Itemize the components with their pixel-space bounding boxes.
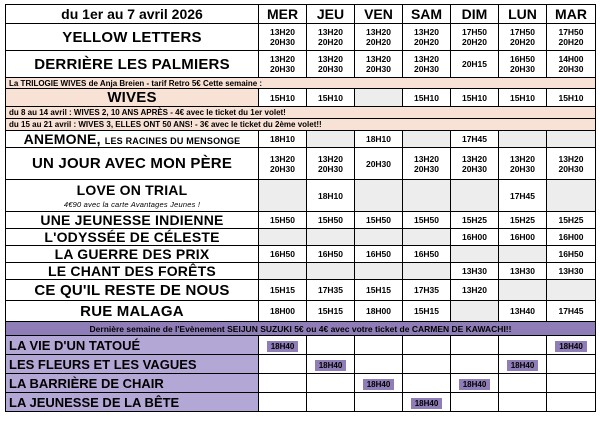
- showtime-cell: [355, 374, 403, 393]
- showtime: 15H25: [509, 215, 536, 225]
- showtime: 13H20: [413, 27, 440, 37]
- film-title-tatoue: LA VIE D'UN TATOUÉ: [6, 336, 259, 355]
- day-header: LUN: [499, 5, 547, 24]
- showtime: 20H30: [365, 64, 392, 74]
- film-title: CE QU'IL RESTE DE NOUS: [34, 281, 230, 299]
- showtime: 20H20: [558, 37, 584, 47]
- showtime-cell: [403, 148, 451, 180]
- showtime-cell: [547, 148, 596, 180]
- showtime-cell: [547, 180, 596, 212]
- showtime-cell: [355, 393, 403, 412]
- showtime-cell: [547, 131, 596, 148]
- film-title-jour: [6, 148, 259, 180]
- showtime: 15H15: [365, 285, 392, 295]
- showtime-cell: [403, 393, 451, 412]
- showtime-cell: [307, 301, 355, 322]
- showtime: 15H10: [509, 92, 536, 103]
- showtime-cell: [403, 355, 451, 374]
- showtime-cell: [307, 131, 355, 148]
- showtime-cell: [355, 51, 403, 78]
- showtime-cell: [547, 263, 596, 280]
- showtime: 15H10: [269, 92, 296, 103]
- showtime-cell: [355, 355, 403, 374]
- film-title-guerre: [6, 246, 259, 263]
- showtime-cell: [451, 212, 499, 229]
- showtime-cell: [547, 229, 596, 246]
- showtime-cell: [307, 263, 355, 280]
- showtime-cell: [259, 301, 307, 322]
- showtime-cell: [499, 263, 547, 280]
- showtime-cell: [259, 336, 307, 355]
- showtime: 16H50: [269, 249, 296, 259]
- film-title-fleurs: LES FLEURS ET LES VAGUES: [6, 355, 259, 374]
- showtime-cell: [259, 180, 307, 212]
- showtime: 15H10: [413, 92, 440, 103]
- showtime: 17H45: [461, 134, 488, 144]
- film-title: LOVE ON TRIAL: [76, 182, 188, 198]
- showtime: 17H50: [509, 27, 536, 37]
- showtime: 16H00: [558, 232, 584, 242]
- showtime-cell: [451, 263, 499, 280]
- showtime-cell: [307, 336, 355, 355]
- showtime: 13H20: [365, 54, 392, 64]
- showtime-cell: [451, 355, 499, 374]
- showtime-cell: [547, 246, 596, 263]
- showtime-cell: [499, 89, 547, 107]
- showtime: 13H20: [413, 54, 440, 64]
- showtime-cell: [499, 246, 547, 263]
- showtime-cell: [259, 148, 307, 180]
- showtime-cell: [499, 24, 547, 51]
- showtime-cell: [355, 301, 403, 322]
- showtime-cell: [355, 246, 403, 263]
- film-title: L'ODYSSÉE DE CÉLESTE: [44, 229, 220, 245]
- showtime-cell: [547, 212, 596, 229]
- film-title-chair: LA BARRIÈRE DE CHAIR: [6, 374, 259, 393]
- showtime-cell: [355, 180, 403, 212]
- showtime-cell: [307, 51, 355, 78]
- showtime-cell: [451, 51, 499, 78]
- showtime-cell: [307, 229, 355, 246]
- showtime: 18H10: [269, 134, 296, 144]
- showtime: 13H20: [461, 153, 488, 164]
- showtime: 18H10: [365, 134, 392, 144]
- film-title-wives: [6, 89, 259, 107]
- showtime-cell: [451, 280, 499, 301]
- showtime-cell: [547, 301, 596, 322]
- showtime-cell: [403, 229, 451, 246]
- showtime: 13H40: [509, 306, 536, 316]
- showtime-cell: [547, 24, 596, 51]
- showtime: 20H30: [317, 64, 344, 74]
- showtime-cell: [403, 51, 451, 78]
- film-title-love: [6, 180, 259, 212]
- showtime-cell: [547, 280, 596, 301]
- showtime-cell: [355, 131, 403, 148]
- showtime-cell: [499, 148, 547, 180]
- showtime-cell: [355, 212, 403, 229]
- showtime-cell: [259, 131, 307, 148]
- film-title: WIVES: [107, 89, 157, 106]
- showtime: 13H20: [365, 27, 392, 37]
- notice-wives3: du 15 au 21 avril : WIVES 3, ELLES ONT 50 ANS! - 3€ avec le ticket du 2ème volet!!: [6, 119, 596, 131]
- day-header: VEN: [355, 5, 403, 24]
- showtime-cell: [499, 393, 547, 412]
- date-range: du 1er au 7 avril 2026: [6, 5, 259, 24]
- showtime-cell: [499, 374, 547, 393]
- showtime-cell: [499, 280, 547, 301]
- showtime: 15H50: [413, 215, 440, 225]
- showtime-cell: [547, 51, 596, 78]
- showtime: 13H20: [317, 153, 344, 164]
- showtime: 13H20: [269, 54, 296, 64]
- showtime-cell: [403, 374, 451, 393]
- showtime: 13H20: [413, 153, 440, 164]
- showtime: 16H50: [413, 249, 440, 259]
- film-title-anemone: [6, 131, 259, 148]
- showtime-cell: [451, 131, 499, 148]
- showtime: 20H20: [365, 37, 392, 47]
- film-title: LA GUERRE DES PRIX: [54, 246, 210, 262]
- notice-suzuki: Dernière semaine de l'Evènement SEIJUN SUZUKI 5€ ou 4€ avec votre ticket de CARMEN DE KAWACHI!!: [6, 322, 596, 336]
- showtime: 16H00: [509, 232, 536, 242]
- film-title-reste: [6, 280, 259, 301]
- showtime: 15H15: [413, 306, 440, 316]
- showtime-cell: [307, 89, 355, 107]
- film-title-indienne: [6, 212, 259, 229]
- showtime: 16H00: [461, 232, 488, 242]
- showtime-cell: [355, 336, 403, 355]
- showtime: 18H40: [315, 360, 347, 371]
- showtime-cell: [499, 180, 547, 212]
- showtime-cell: [355, 263, 403, 280]
- showtime-cell: [499, 131, 547, 148]
- film-title: UNE JEUNESSE INDIENNE: [40, 212, 224, 228]
- showtime-cell: [307, 374, 355, 393]
- showtime-cell: [451, 89, 499, 107]
- showtime: 15H10: [317, 92, 344, 103]
- showtime: 13H30: [558, 266, 584, 276]
- film-title: ANEMONE,: [23, 131, 101, 147]
- showtime: 18H10: [317, 190, 344, 201]
- showtime-cell: [499, 229, 547, 246]
- showtime-cell: [259, 246, 307, 263]
- showtime-cell: [451, 393, 499, 412]
- showtime-cell: [403, 24, 451, 51]
- showtime: 18H00: [365, 306, 392, 316]
- showtime: 17H45: [509, 190, 536, 201]
- showtime-cell: [307, 355, 355, 374]
- showtime: 20H30: [558, 163, 584, 174]
- showtime-cell: [547, 355, 596, 374]
- film-subtitle: LES RACINES DU MENSONGE: [104, 136, 241, 146]
- film-title: YELLOW LETTERS: [62, 28, 202, 46]
- showtime-cell: [451, 148, 499, 180]
- showtime-cell: [259, 355, 307, 374]
- showtime: 15H10: [461, 92, 488, 103]
- showtime-cell: [355, 229, 403, 246]
- film-title: RUE MALAGA: [80, 302, 184, 320]
- showtime: 17H50: [461, 27, 488, 37]
- showtime-cell: [403, 263, 451, 280]
- showtime-cell: [403, 336, 451, 355]
- showtime: 16H50: [365, 249, 392, 259]
- showtime-cell: [451, 246, 499, 263]
- film-title-bete: LA JEUNESSE DE LA BÊTE: [6, 393, 259, 412]
- showtime: 13H30: [461, 266, 488, 276]
- showtime: 15H25: [461, 215, 488, 225]
- showtime: 20H30: [317, 163, 344, 174]
- day-header: DIM: [451, 5, 499, 24]
- notice-trilogie: La TRILOGIE WIVES de Anja Breien - tarif Retro 5€ Cette semaine :: [6, 78, 596, 89]
- showtime: 20H30: [461, 163, 488, 174]
- showtime: 13H20: [509, 153, 536, 164]
- showtime: 20H30: [269, 37, 296, 47]
- showtime-cell: [307, 180, 355, 212]
- showtime: 18H40: [267, 341, 299, 352]
- showtime: 20H30: [509, 163, 536, 174]
- showtime: 20H20: [317, 37, 344, 47]
- showtime: 20H30: [269, 163, 296, 174]
- showtime-cell: [259, 280, 307, 301]
- showtime-cell: [451, 180, 499, 212]
- showtime: 17H50: [558, 27, 584, 37]
- showtime: 13H20: [269, 27, 296, 37]
- showtime: 16H50: [509, 54, 536, 64]
- showtime: 15H50: [317, 215, 344, 225]
- film-title: LE CHANT DES FORÊTS: [48, 263, 216, 279]
- showtime-cell: [259, 374, 307, 393]
- showtime-cell: [307, 393, 355, 412]
- showtime: 20H20: [413, 37, 440, 47]
- showtime: 17H45: [558, 306, 584, 316]
- showtime: 13H30: [509, 266, 536, 276]
- showtime: 16H50: [317, 249, 344, 259]
- showtime-cell: [499, 212, 547, 229]
- showtime: 20H20: [509, 37, 536, 47]
- showtime: 20H30: [413, 163, 440, 174]
- showtime-cell: [355, 24, 403, 51]
- showtime-cell: [451, 24, 499, 51]
- showtime-cell: [307, 148, 355, 180]
- showtime: 17H35: [317, 285, 344, 295]
- showtime: 15H25: [558, 215, 584, 225]
- showtime-cell: [403, 212, 451, 229]
- showtime-cell: [403, 89, 451, 107]
- day-header: MAR: [547, 5, 596, 24]
- showtime-cell: [355, 148, 403, 180]
- showtime-cell: [403, 280, 451, 301]
- day-header: JEU: [307, 5, 355, 24]
- showtime: 13H20: [461, 285, 488, 295]
- showtime-cell: [547, 374, 596, 393]
- showtime: 20H30: [558, 64, 584, 74]
- showtime: 20H30: [413, 64, 440, 74]
- showtime: 18H40: [555, 341, 587, 352]
- showtime-cell: [499, 301, 547, 322]
- showtime-cell: [259, 263, 307, 280]
- showtime: 13H20: [317, 27, 344, 37]
- showtime: 17H35: [413, 285, 440, 295]
- showtime: 16H50: [558, 249, 584, 259]
- showtime-cell: [451, 336, 499, 355]
- showtime-cell: [259, 24, 307, 51]
- film-title-malaga: [6, 301, 259, 322]
- showtime-cell: [547, 393, 596, 412]
- showtime-cell: [259, 51, 307, 78]
- showtime: 15H50: [365, 215, 392, 225]
- showtime-cell: [403, 246, 451, 263]
- showtime-cell: [499, 336, 547, 355]
- showtime: 18H40: [459, 379, 491, 390]
- showtime-cell: [451, 229, 499, 246]
- showtime-cell: [355, 280, 403, 301]
- showtime: 20H15: [461, 59, 488, 69]
- showtime: 20H30: [509, 64, 536, 74]
- film-title: DERRIÈRE LES PALMIERS: [34, 55, 230, 73]
- showtime: 20H30: [269, 64, 296, 74]
- showtime: 20H30: [365, 158, 392, 169]
- showtime-cell: [403, 180, 451, 212]
- showtime-cell: [259, 229, 307, 246]
- showtime-cell: [499, 51, 547, 78]
- showtime-cell: [403, 131, 451, 148]
- showtime: 15H10: [558, 92, 584, 103]
- showtime: 18H00: [269, 306, 296, 316]
- showtime-cell: [307, 24, 355, 51]
- showtime: 18H40: [363, 379, 395, 390]
- showtime-cell: [403, 301, 451, 322]
- showtime: 15H50: [269, 215, 296, 225]
- showtime-cell: [259, 212, 307, 229]
- showtime-cell: [307, 246, 355, 263]
- film-title-forets: [6, 263, 259, 280]
- showtime-cell: [259, 393, 307, 412]
- film-title-palmiers: [6, 51, 259, 78]
- showtime-cell: [499, 355, 547, 374]
- showtime: 18H40: [507, 360, 539, 371]
- showtime-cell: [547, 89, 596, 107]
- showtime-cell: [307, 280, 355, 301]
- showtime: 15H15: [269, 285, 296, 295]
- showtime: 13H20: [269, 153, 296, 164]
- film-title-yellow: [6, 24, 259, 51]
- schedule-table: [5, 4, 596, 412]
- showtime: 13H20: [558, 153, 584, 164]
- showtime-cell: [547, 336, 596, 355]
- showtime-cell: [451, 301, 499, 322]
- day-header: SAM: [403, 5, 451, 24]
- showtime-cell: [307, 212, 355, 229]
- showtime: 18H40: [411, 398, 443, 409]
- showtime-cell: [451, 374, 499, 393]
- film-title-celeste: [6, 229, 259, 246]
- showtime-cell: [355, 89, 403, 107]
- showtime: 14H00: [558, 54, 584, 64]
- showtime-cell: [259, 89, 307, 107]
- showtime: 15H15: [317, 306, 344, 316]
- film-title: UN JOUR AVEC MON PÈRE: [31, 155, 233, 172]
- showtime: 13H20: [317, 54, 344, 64]
- film-note: 4€90 avec la carte Avantages Jeunes !: [63, 200, 201, 209]
- showtime: 20H20: [461, 37, 488, 47]
- day-header: MER: [259, 5, 307, 24]
- notice-wives2: du 8 au 14 avril : WIVES 2, 10 ANS APRÈS - 4€ avec le ticket du 1er volet!: [6, 107, 596, 119]
